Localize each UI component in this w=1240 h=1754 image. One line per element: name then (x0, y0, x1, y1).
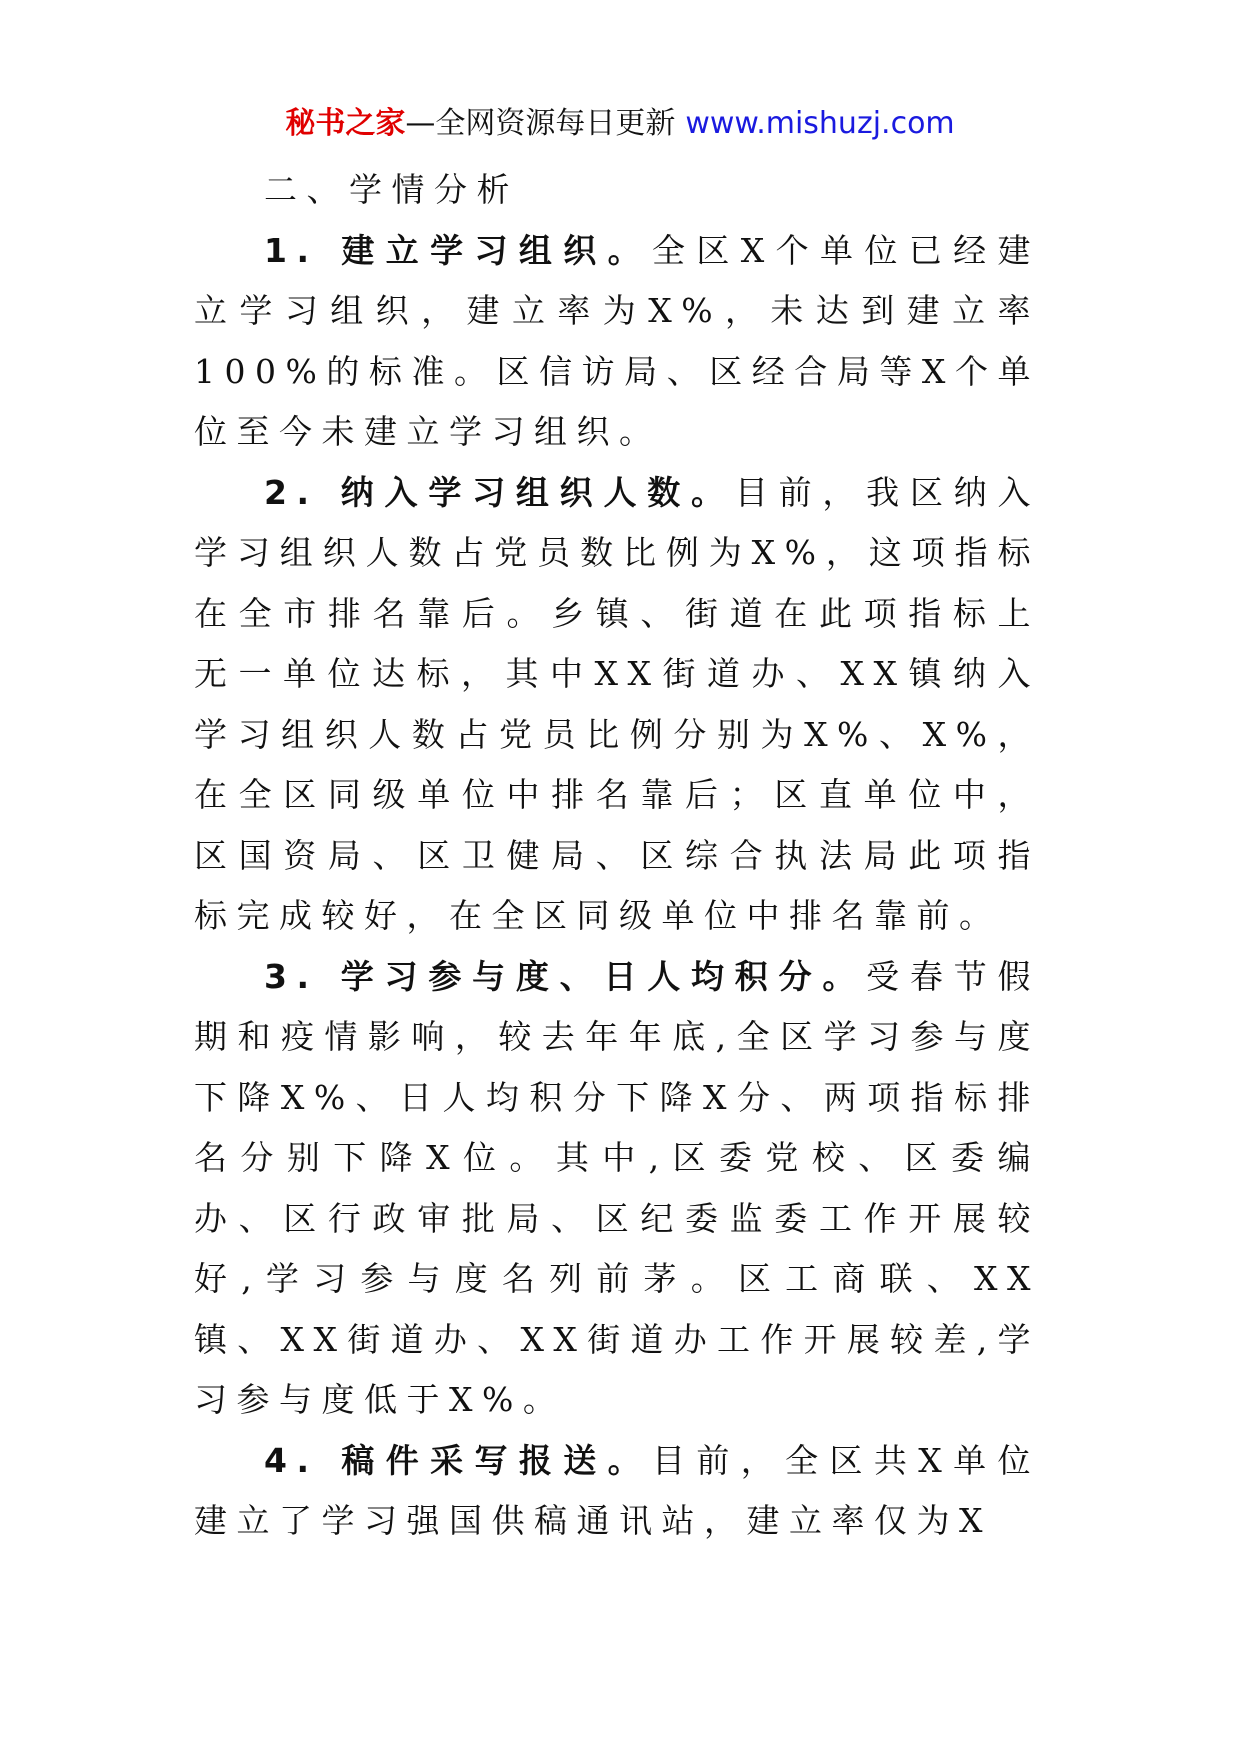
document-body (194, 160, 1040, 1552)
paragraph-3-lead: 3. 学习参与度、日人均积分。 (264, 956, 867, 996)
paragraph-4-lead: 4. 稿件采写报送。 (264, 1440, 652, 1480)
site-banner (0, 100, 1240, 148)
site-brand: 秘书之家 (285, 106, 406, 141)
paragraph-4-text: 目前，全区共X单位建立了学习强国供稿通讯站，建立率仅为X (194, 1440, 1040, 1540)
paragraph-3 (194, 947, 1040, 1431)
paragraph-2 (194, 463, 1040, 947)
paragraph-2-lead: 2. 纳入学习组织人数。 (264, 472, 735, 512)
paragraph-3-text: 受春节假期和疫情影响，较去年年底,全区学习参与度下降X%、日人均积分下降X分、两项指标排名分别下降X位。其中,区委党校、区委编办、区行政审批局、区纪委监委工作开展较好,学习参与度名列前茅。区工商联、XX镇、XX街道办、XX街道办工作开展较差,学习参与度低于X%。 (194, 956, 1040, 1419)
site-tagline: —全网资源每日更新 (405, 106, 676, 141)
paragraph-1-lead: 1. 建立学习组织。 (264, 230, 652, 270)
paragraph-2-text: 目前，我区纳入学习组织人数占党员数比例为X%，这项指标在全市排名靠后。乡镇、街道在此项指标上无一单位达标，其中XX街道办、XX镇纳入学习组织人数占党员比例分别为X%、X%，在全区同级单位中排名靠后；区直单位中，区国资局、区卫健局、区综合执法局此项指标完成较好，在全区同级单位中排名靠前。 (194, 472, 1040, 935)
paragraph-4 (194, 1431, 1040, 1552)
paragraph-1-text: 全区X个单位已经建立学习组织，建立率为X%，未达到建立率100%的标准。区信访局、区经合局等X个单位至今未建立学习组织。 (194, 230, 1040, 451)
paragraph-1 (194, 221, 1040, 463)
section-heading: 二、学情分析 (264, 170, 519, 209)
site-url-link[interactable]: www.mishuzj.com (685, 106, 955, 141)
